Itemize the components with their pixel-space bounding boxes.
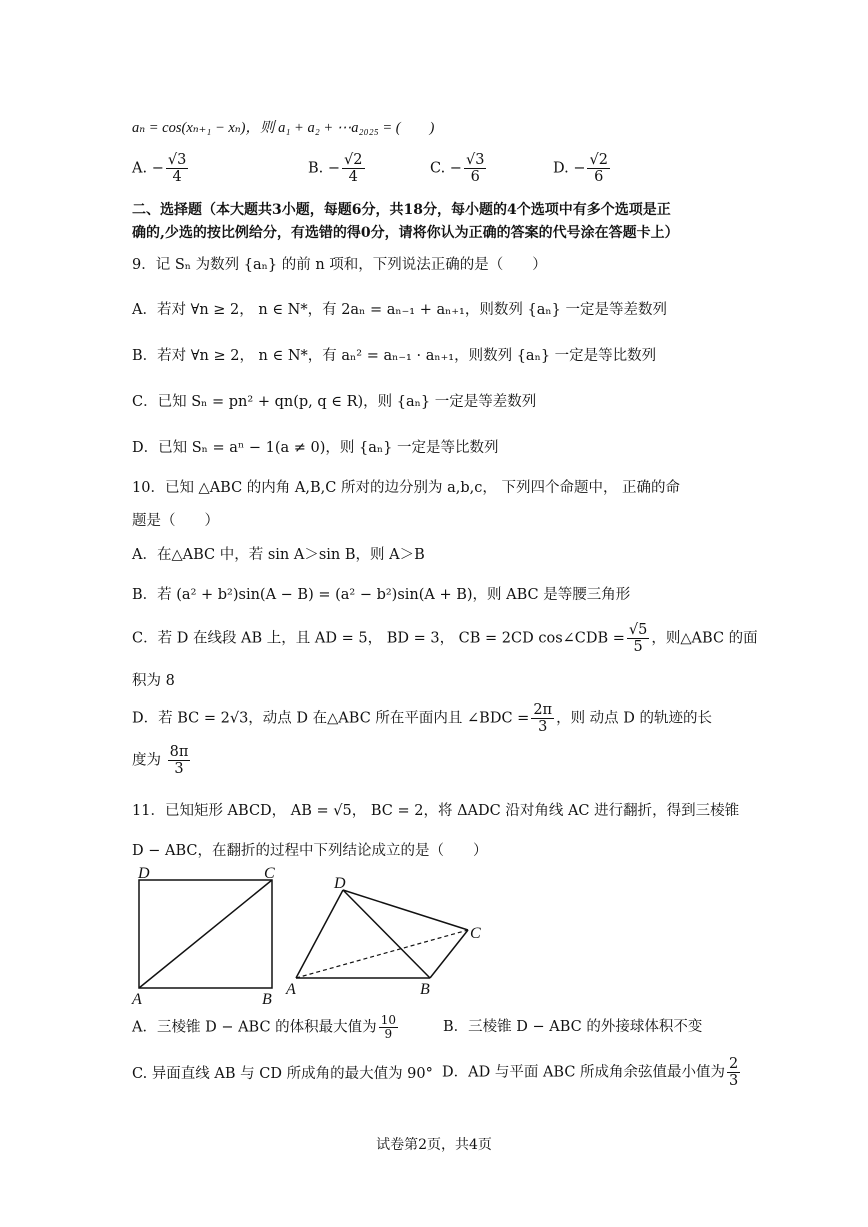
label-b: B xyxy=(262,991,272,1008)
pyramid-figure xyxy=(284,868,494,1004)
q11-stem-line2: D − ABC，在翻折的过程中下列结论成立的是（ ） xyxy=(132,843,488,859)
q10-option-a: A．在△ABC 中，若 sin A＞sin B，则 A＞B xyxy=(132,547,425,563)
label-d: D xyxy=(138,865,150,882)
label-d: D xyxy=(334,875,346,892)
label-a: A xyxy=(132,991,142,1008)
q10-option-d-line2: 度为 $\frac{8\pi}{3}$ xyxy=(132,744,189,777)
q11-stem-line1: 11．已知矩形 ABCD， AB = √5， BC = 2，将 ΔADC 沿对角线 AC 进行翻折，得到三棱锥 xyxy=(132,803,740,819)
q9-option-c: C．已知 Sₙ = pn² + qn(p, q ∈ R)，则 {aₙ} 一定是等差数列 xyxy=(132,394,537,410)
label-a: A xyxy=(286,981,296,998)
q10-option-d: D．若 BC = 2√3，动点 D 在△ABC 所在平面内且 ∠BDC = $\frac{2\pi}{3}$ ，则 动点 D 的轨迹的长 xyxy=(132,702,713,735)
q8-option-d: D. − $\frac{√2}{6}$ xyxy=(553,152,608,185)
q8-option-b: B. − $\frac{√2}{4}$ xyxy=(308,152,363,185)
q10-stem-line2: 题是（ ） xyxy=(132,513,219,529)
q8-line: aₙ = cos(xₙ₊₁ − xₙ)，则 a₁ + a₂ + ⋯a₂₀₂₅ = ( ) xyxy=(132,120,435,136)
q9-stem: 9．记 Sₙ 为数列 {aₙ} 的前 n 项和，下列说法正确的是（ ） xyxy=(132,257,547,273)
edge-bc xyxy=(430,930,468,978)
q11-option-c: C. 异面直线 AB 与 CD 所成角的最大值为 90° xyxy=(132,1066,433,1082)
edge-da xyxy=(296,890,343,978)
q9-option-a: A．若对 ∀n ≥ 2， n ∈ N*，有 2aₙ = aₙ₋₁ + aₙ₊₁，则数列 {aₙ} 一定是等差数列 xyxy=(132,302,667,318)
q9-option-d: D．已知 Sₙ = aⁿ − 1(a ≠ 0)，则 {aₙ} 一定是等比数列 xyxy=(132,440,499,456)
q11-option-d: D．AD 与平面 ABC 所成角余弦值最小值为 $\frac{2}{3}$ xyxy=(442,1056,739,1089)
q10-stem-line1: 10．已知 △ABC 的内角 A,B,C 所对的边分别为 a,b,c， 下列四个命题中， 正确的命 xyxy=(132,480,681,496)
q9-option-b: B．若对 ∀n ≥ 2， n ∈ N*，有 aₙ² = aₙ₋₁ · aₙ₊₁，则数列 {aₙ} 一定是等比数列 xyxy=(132,348,657,364)
q11-option-b: B．三棱锥 D − ABC 的外接球体积不变 xyxy=(443,1019,703,1035)
q10-option-c-line2: 积为 8 xyxy=(132,673,175,689)
q8-option-c: C. − $\frac{√3}{6}$ xyxy=(430,152,485,185)
section-2-header-line2: 确的,少选的按比例给分，有选错的得0分，请将你认为正确的答案的代号涂在答题卡上） xyxy=(132,225,679,241)
q10-option-b: B．若 (a² + b²)sin(A − B) = (a² − b²)sin(A + B)，则 ABC 是等腰三角形 xyxy=(132,587,631,603)
rectangle-figure xyxy=(128,862,288,1010)
diagonal-ac xyxy=(139,880,272,988)
q11-option-a: A．三棱锥 D − ABC 的体积最大值为 $\frac{10}{9}$ xyxy=(132,1013,396,1041)
section-2-header-line1: 二、选择题（本大题共3小题，每题6分，共18分，每小题的4个选项中有多个选项是正 xyxy=(132,202,671,218)
q8-option-a: A. − $\frac{√3}{4}$ xyxy=(132,152,187,185)
page-footer: 试卷第2页，共4页 xyxy=(376,1137,492,1153)
label-b: B xyxy=(420,981,430,998)
label-c: C xyxy=(264,865,275,882)
edge-ac-hidden xyxy=(296,930,468,978)
q10-option-c: C．若 D 在线段 AB 上，且 AD = 5， BD = 3， CB = 2CD cos∠CDB = $\frac{√5}{5}$ ，则△ABC 的面 xyxy=(132,622,758,655)
label-c: C xyxy=(470,925,481,942)
